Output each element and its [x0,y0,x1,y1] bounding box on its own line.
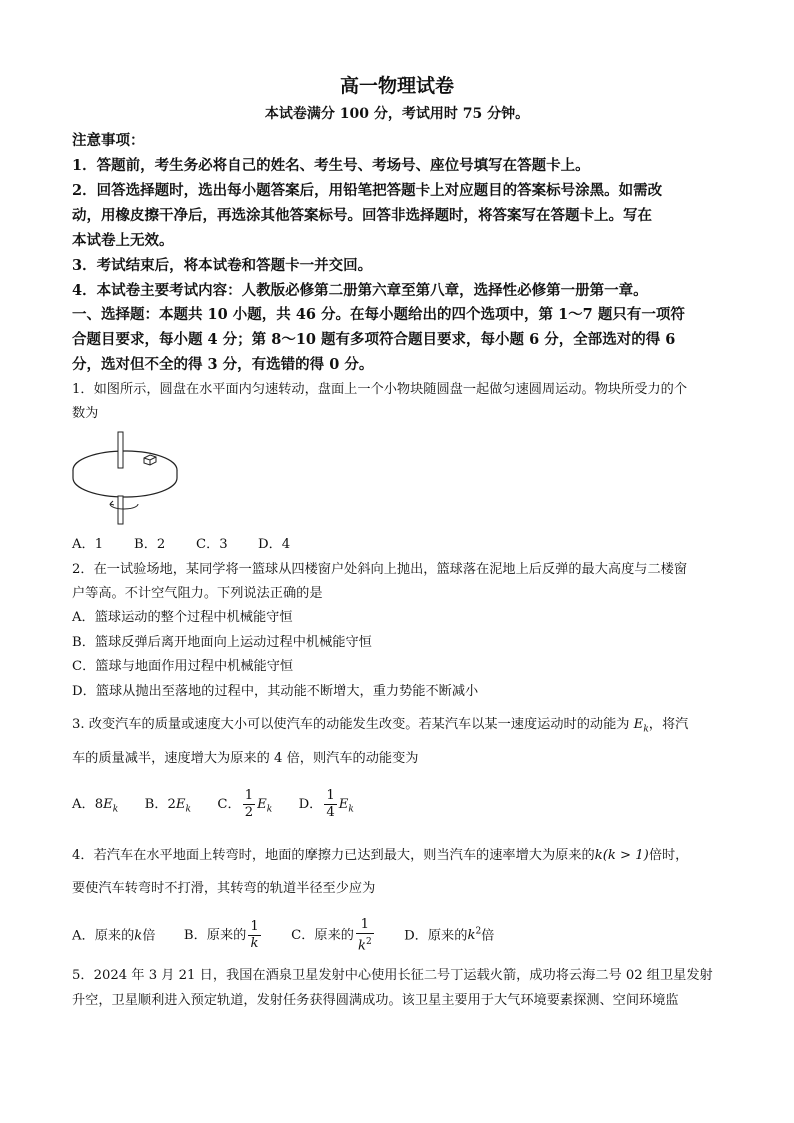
q4-fraction-1-over-k2: $\frac{1}{k^2}$ [357,917,372,954]
note-4: 4．本试卷主要考试内容：人教版必修第二册第六章至第八章，选择性必修第一册第一章。 [72,282,648,299]
note-3: 3．考试结束后，将本试卷和答题卡一并交回。 [72,257,373,274]
rotating-disk-figure [70,430,180,526]
q1-options [72,533,724,557]
note-1: 1．答题前，考生务必将自己的姓名、考生号、考场号、座位号填写在答题卡上。 [72,157,590,174]
q4-line-1-text: 4．若汽车在水平地面上转弯时，地面的摩擦力已达到最大，则当汽车的速率增大为原来的 [72,848,595,863]
q4-options [72,912,724,952]
q3-fraction-half: $\frac{1}{2}$ [244,788,254,820]
q4-option-c[interactable]: C．原来的 $\frac{1}{k^2}$ [291,917,372,954]
q1-option-b[interactable]: B．2 [134,537,166,552]
q4-line-2: 要使汽车转弯时不打滑，其转弯的轨道半径至少应为 [72,881,376,896]
q1-option-d[interactable]: D．4 [258,537,291,552]
q4-option-b[interactable]: B．原来的 $\frac{1}{k}$ [183,919,259,952]
q1-line-1: 1．如图所示，圆盘在水平面内匀速转动，盘面上一个小物块随圆盘一起做匀速圆周运动。物块所受力的个 [72,382,688,397]
q1-option-a[interactable]: A．1 [72,537,104,552]
q4-line-1-tail: 倍时， [648,848,689,863]
q3-line-1-tail: ，将汽 [648,717,689,732]
q2-option-b[interactable]: B．篮球反弹后离开地面向上运动过程中机械能守恒 [72,635,372,650]
q3-ek-symbol: $E_k$ [633,717,649,735]
q3-option-d[interactable]: D． $\frac{1}{4}$ $E_k$ [298,788,354,820]
section1-line-1: 一、选择题：本题共 10 小题，共 46 分。在每小题给出的四个选项中，第 1～7 题只有一项符 [72,306,685,323]
note-2-line-3: 本试卷上无效。 [72,232,174,249]
q3-options [72,786,724,824]
q3-line-2: 车的质量减半，速度增大为原来的 4 倍，则汽车的动能变为 [72,751,419,766]
q3-line-1 [72,713,724,742]
q3-line-1-text: 3. 改变汽车的质量或速度大小可以使汽车的动能发生改变。若某汽车以某一速度运动时的动能为 [72,717,630,732]
section1-line-3: 分，选对但不全的得 3 分，有选错的得 0 分。 [72,356,374,373]
q2-option-a[interactable]: A．篮球运动的整个过程中机械能守恒 [72,610,293,625]
q4-line-1 [72,844,724,868]
page-subtitle: 本试卷满分 100 分，考试用时 75 分钟。 [264,106,530,122]
q1-line-2: 数为 [72,406,99,421]
q3-option-a[interactable]: A．$8E_k$ [72,797,119,815]
q5-line-1: 5．2024 年 3 月 21 日，我国在酒泉卫星发射中心使用长征二号丁运载火箭，成功将云海二号 02 组卫星发射 [72,968,713,983]
q1-option-c[interactable]: C．3 [196,537,228,552]
q2-option-d[interactable]: D．篮球从抛出至落地的过程中，其动能不断增大，重力势能不断减小 [72,684,479,699]
q3-option-c[interactable]: C． $\frac{1}{2}$ $E_k$ [217,788,273,820]
q4-option-a[interactable]: A．原来的k倍 [72,928,156,944]
q2-option-c[interactable]: C．篮球与地面作用过程中机械能守恒 [72,659,294,674]
notes-heading: 注意事项： [72,132,145,149]
q3-fraction-quarter: $\frac{1}{4}$ [326,788,335,820]
note-2-line-2: 动，用橡皮擦干净后，再选涂其他答案标号。回答非选择题时，将答案写在答题卡上。写在 [72,207,652,224]
q4-option-d[interactable]: D．原来的$k^2$倍 [404,927,495,944]
q4-k-condition: k(k > 1) [594,848,649,863]
q4-fraction-1-over-k: $\frac{1}{k}$ [250,919,259,952]
note-2-line-1: 2．回答选择题时，选出每小题答案后，用铅笔把答题卡上对应题目的答案标号涂黑。如需改 [72,182,663,199]
q5-line-2: 升空，卫星顺利进入预定轨道，发射任务获得圆满成功。该卫星主要用于大气环境要素探测、空间环境监 [72,993,679,1008]
q3-option-b[interactable]: B．$2E_k$ [144,797,192,815]
q2-line-2: 户等高。不计空气阻力。下列说法正确的是 [72,586,323,601]
page-title: 高一物理试卷 [339,75,454,97]
q2-line-1: 2．在一试验场地，某同学将一篮球从四楼窗户处斜向上抛出，篮球落在泥地上后反弹的最大高度与二楼窗 [72,562,688,577]
section1-line-2: 合题目要求，每小题 4 分；第 8～10 题有多项符合题目要求，每小题 6 分，全部选对的得 6 [72,331,676,348]
